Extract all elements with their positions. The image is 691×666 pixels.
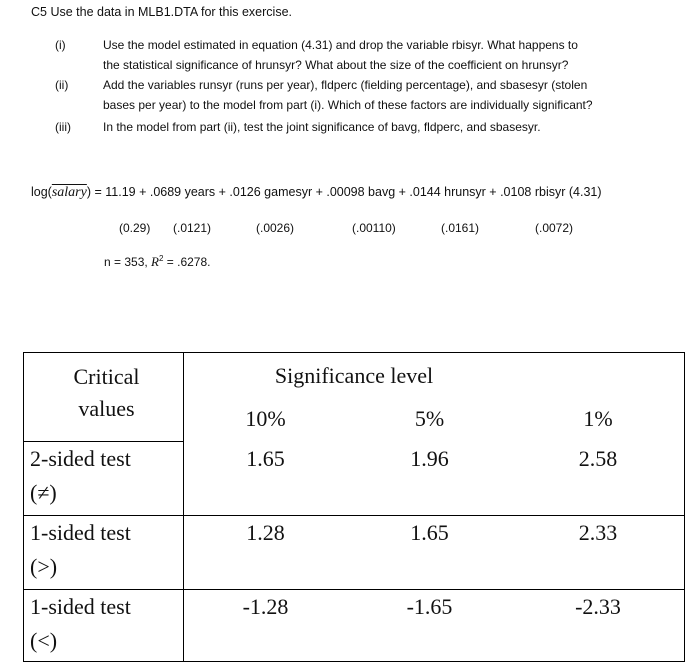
table-row <box>24 442 685 516</box>
part-iii-line-1: In the model from part (ii), test the joint significance of bavg, fldperc, and sbasesyr. <box>103 120 541 134</box>
r-squared-symbol: R <box>151 254 159 269</box>
std-error-bavg: (.00110) <box>352 221 396 235</box>
value-cell: 1.65 <box>184 442 348 516</box>
r-squared-value: = .6278. <box>163 255 211 269</box>
sample-size: n = 353, <box>104 255 152 269</box>
value-cell: -1.28 <box>184 590 348 662</box>
std-error-constant: (0.29) <box>119 221 151 235</box>
row-label-line-1: 2-sided test <box>30 446 131 471</box>
model-fit-stats <box>104 254 211 270</box>
level-1-percent: 1% <box>583 406 613 431</box>
value-cell: -2.33 <box>512 590 685 662</box>
significance-levels-row <box>184 404 684 434</box>
equation-rhs: ) = 11.19 + .0689 years + .0126 gamesyr + .00098 bavg + .0144 hrunsyr + .0108 rbisyr (4.31) <box>86 185 602 199</box>
level-10-percent: 10% <box>245 406 286 431</box>
part-i-line-2: the statistical significance of hrunsyr? What about the size of the coefficient on hrunsyr? <box>103 58 569 72</box>
exercise-heading: C5 Use the data in MLB1.DTA for this exercise. <box>31 5 292 19</box>
row-label-line-2: (>) <box>30 554 58 579</box>
std-error-hrunsyr: (.0161) <box>441 221 480 235</box>
value-cell: 1.96 <box>347 442 512 516</box>
std-error-years: (.0121) <box>173 221 212 235</box>
critical-values-table <box>23 352 685 662</box>
table-row <box>24 516 685 590</box>
value-cell: 2.33 <box>512 516 685 590</box>
r-squared-exponent: 2 <box>159 254 164 263</box>
significance-header-cell <box>184 353 685 442</box>
equation-dependent-variable: salary <box>51 185 87 200</box>
equation-prefix: log( <box>31 185 52 199</box>
regression-equation <box>31 185 602 201</box>
value-cell: 1.28 <box>184 516 348 590</box>
table-row <box>24 590 685 662</box>
row-label-line-1: 1-sided test <box>30 520 131 545</box>
part-ii-line-1: Add the variables runsyr (runs per year), fldperc (fielding percentage), and sbasesyr (stolen <box>103 78 588 92</box>
value-cell: -1.65 <box>347 590 512 662</box>
row-label-line-2: (≠) <box>30 480 57 505</box>
row-label-one-sided-greater <box>24 516 184 590</box>
std-error-rbisyr: (.0072) <box>535 221 574 235</box>
value-cell: 1.65 <box>347 516 512 590</box>
row-label-line-1: 1-sided test <box>30 594 131 619</box>
value-cell: 2.58 <box>512 442 685 516</box>
significance-level-header: Significance level <box>274 363 434 388</box>
corner-line-1: Critical <box>73 364 140 389</box>
std-error-gamesyr: (.0026) <box>256 221 295 235</box>
row-label-one-sided-less <box>24 590 184 662</box>
corner-line-2: values <box>78 396 135 421</box>
level-5-percent: 5% <box>414 406 445 431</box>
part-label-ii: (ii) <box>55 78 69 92</box>
part-i-line-1: Use the model estimated in equation (4.31) and drop the variable rbisyr. What happens to <box>103 38 578 52</box>
part-label-i: (i) <box>55 38 66 52</box>
table-corner-cell <box>24 353 184 442</box>
part-ii-line-2: bases per year) to the model from part (i). Which of these factors are individually significant? <box>103 98 593 112</box>
part-label-iii: (iii) <box>55 120 71 134</box>
row-label-two-sided <box>24 442 184 516</box>
row-label-line-2: (<) <box>30 628 58 653</box>
